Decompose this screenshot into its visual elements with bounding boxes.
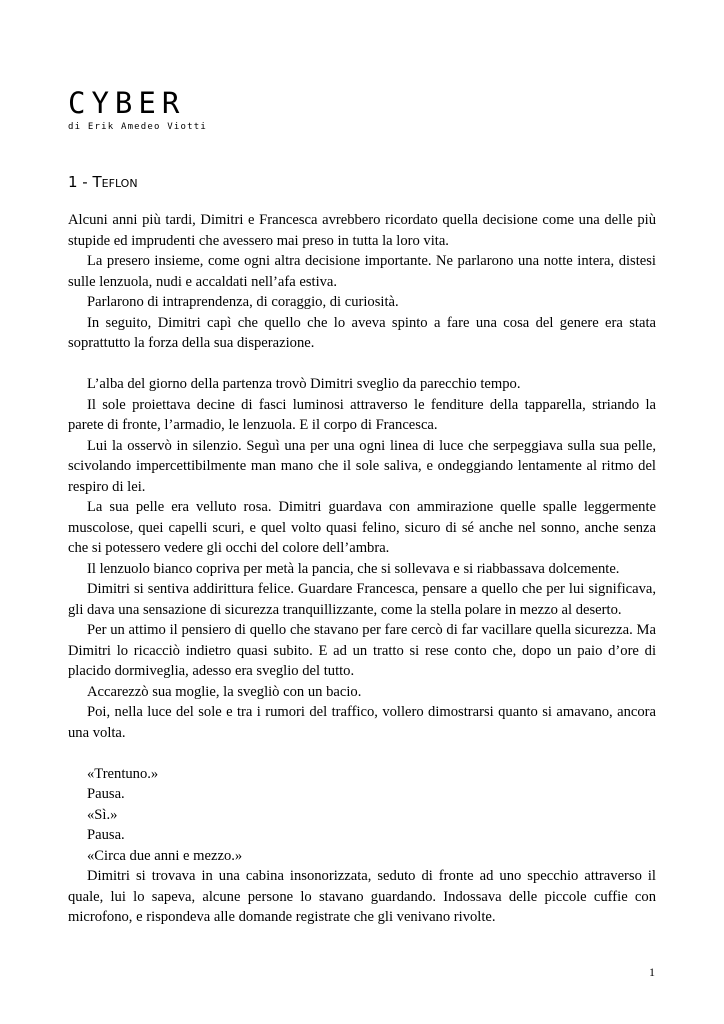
paragraph: In seguito, Dimitri capì che quello che lo aveva spinto a fare una cosa del genere era stata soprattutto la forza della sua disperazione. (68, 314, 656, 351)
paragraph: L’alba del giorno della partenza trovò Dimitri sveglio da parecchio tempo. (87, 376, 521, 392)
paragraph: Accarezzò sua moglie, la svegliò con un bacio. (87, 683, 362, 700)
paragraph: Lui la osservò in silenzio. Seguì una per una ogni linea di luce che serpeggiava sulla sua pelle, scivolando impercettibilmente man mano che il sole saliva, e ondeggiando lentamente al ritmo del respiro di lei. (68, 437, 656, 495)
dialogue-line: «Circa due anni e mezzo.» (87, 847, 243, 864)
dialogue-line: Pausa. (87, 827, 125, 843)
author-line: di Erik Amedeo Viotti (68, 122, 207, 132)
paragraph: Dimitri si sentiva addirittura felice. Guardare Francesca, pensare a quello che per lui significava, gli dava una sensazione di sicurezza tranquillizzante, come la stella polare in mezzo al deserto. (68, 581, 656, 618)
paragraph: Per un attimo il pensiero di quello che stavano per fare cercò di far vacillare quella sicurezza. Ma Dimitri lo ricacciò indietro quasi subito. E ad un tratto si rese conto che, dopo un paio d’ore di placido dormiveglia, adesso era sveglio del tutto. (68, 622, 656, 679)
paragraph: Il lenzuolo bianco copriva per metà la pancia, che si sollevava e si riabbassava dolcemente. (87, 560, 620, 577)
body-text (68, 210, 656, 928)
chapter-title-initial: T (92, 173, 102, 191)
dialogue-line: Pausa. (87, 786, 125, 802)
book-title: CYBER (68, 86, 186, 120)
paragraph: Alcuni anni più tardi, Dimitri e Francesca avrebbero ricordato quella decisione come una delle più stupide ed imprudenti che avessero mai preso in tutta la loro vita. (68, 212, 656, 249)
paragraph: La presero insieme, come ogni altra decisione importante. Ne parlarono una notte intera, distesi sulle lenzuola, nudi e accaldati nell’afa estiva. (68, 253, 656, 290)
section-break (68, 354, 656, 375)
chapter-number: 1 - (68, 173, 93, 191)
dialogue-line: «Sì.» (87, 806, 118, 823)
section-break (68, 743, 656, 764)
paragraph: Dimitri si trovava in una cabina insonorizzata, seduto di fronte ad uno specchio attraverso il quale, lui lo sapeva, alcune persone lo stavano guardando. Indossava delle piccole cuffie con microfono, e rispondeva alle domande registrate che gli venivano rivolte. (68, 868, 656, 925)
dialogue-line: «Trentuno.» (87, 765, 159, 782)
paragraph: Poi, nella luce del sole e tra i rumori del traffico, vollero dimostrarsi quanto si amavano, ancora una volta. (68, 704, 656, 741)
chapter-title-rest: EFLON (101, 177, 138, 190)
page-number: 1 (649, 965, 655, 979)
paragraph: Il sole proiettava decine di fasci luminosi attraverso le fenditure della tapparella, striando la parete di fronte, l’armadio, le lenzuola. E il corpo di Francesca. (68, 396, 656, 433)
paragraph: La sua pelle era velluto rosa. Dimitri guardava con ammirazione quelle spalle leggermente muscolose, quei capelli scuri, e quel volto quasi felino, sicuro di sé anche nel sonno, anche senza che si potessero vedere gli occhi del colore dell’ambra. (68, 499, 656, 556)
chapter-heading (68, 173, 138, 193)
paragraph: Parlarono di intraprendenza, di coraggio, di curiosità. (87, 294, 399, 310)
